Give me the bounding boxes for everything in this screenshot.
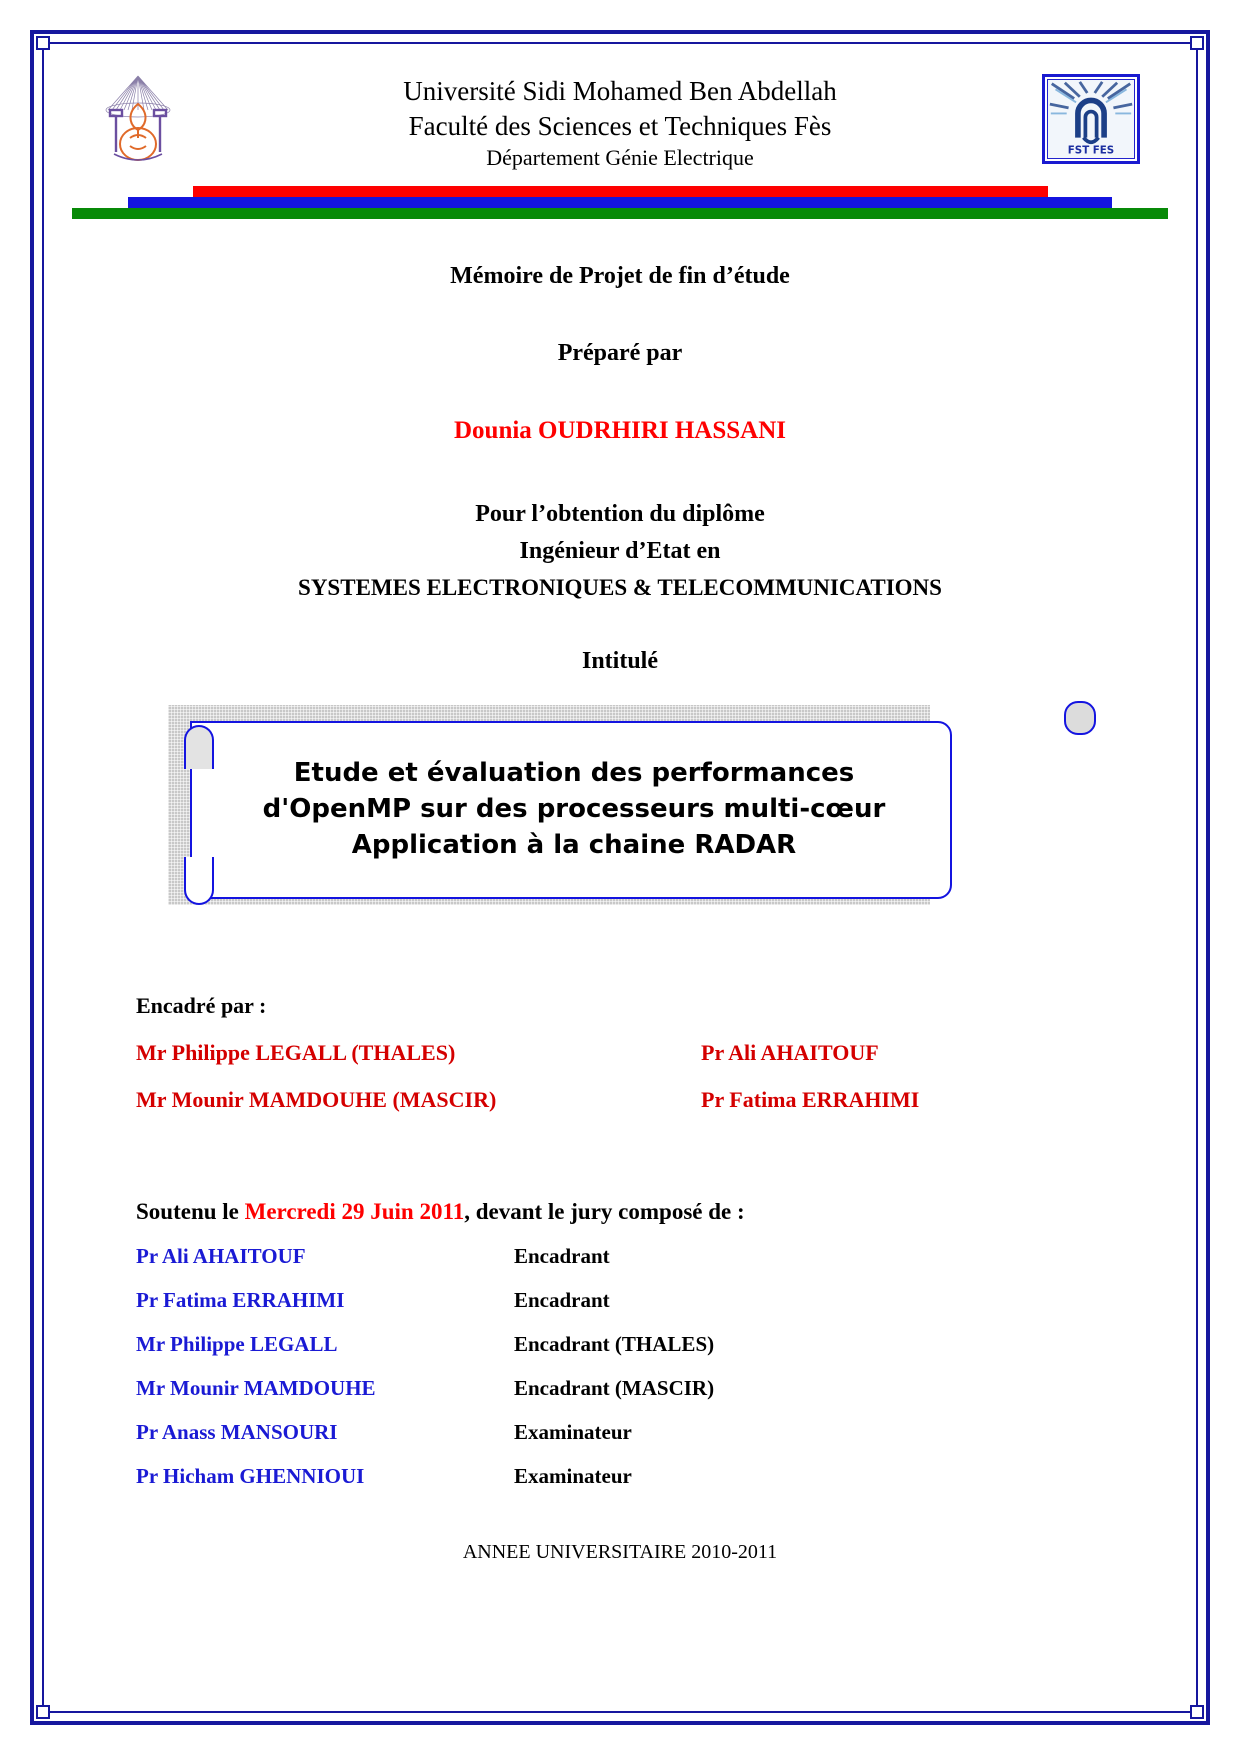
department-line: Département Génie Electrique [486, 145, 754, 171]
jury-member-role: Encadrant (THALES) [514, 1332, 715, 1356]
jury-intro [136, 1199, 1180, 1225]
svg-text:FST FES: FST FES [1067, 144, 1115, 157]
jury-intro-suffix: , devant le jury composé de : [464, 1199, 745, 1224]
jury-member-name: Pr Ali AHAITOUF [136, 1244, 306, 1268]
jury-member-row [136, 1464, 1180, 1489]
jury-member-role: Encadrant [514, 1244, 610, 1268]
jury-intro-prefix: Soutenu le [136, 1199, 245, 1224]
degree-program: SYSTEMES ELECTRONIQUES & TELECOMMUNICATIONS [298, 575, 942, 600]
thesis-title-scroll [60, 697, 1180, 927]
jury-member-role: Encadrant (MASCIR) [514, 1376, 715, 1400]
degree-line-1: Pour l’obtention du diplôme [475, 501, 765, 527]
bar-green [72, 208, 1168, 219]
fst-fes-logo-icon [1042, 74, 1140, 164]
supervisors-label: Encadré par : [136, 993, 267, 1018]
titled-label: Intitulé [581, 648, 658, 674]
corner-mark-top-right [1190, 36, 1204, 50]
jury-member-role: Examinateur [514, 1464, 632, 1488]
supervisor-name: Pr Fatima ERRAHIMI [701, 1087, 920, 1112]
corner-mark-bottom-right [1190, 1705, 1204, 1719]
jury-member-name: Mr Mounir MAMDOUHE [136, 1376, 376, 1400]
bar-red [193, 186, 1048, 197]
jury-section [60, 1199, 1180, 1489]
bar-blue [128, 197, 1112, 208]
jury-member-name: Pr Fatima ERRAHIMI [136, 1288, 345, 1312]
document-type: Mémoire de Projet de fin d’étude [450, 263, 790, 289]
jury-member-role: Encadrant [514, 1288, 610, 1312]
supervisor-name: Pr Ali AHAITOUF [701, 1040, 879, 1065]
defense-date: Mercredi 29 Juin 2011 [244, 1199, 465, 1224]
scroll-curl-bottom-left [184, 857, 214, 905]
jury-member-row [136, 1376, 1180, 1401]
supervisors-section [60, 993, 1180, 1113]
cover-page [60, 52, 1180, 1703]
thesis-title-line-3: Application à la chaine RADAR [351, 829, 797, 860]
university-line-2: Faculté des Sciences et Techniques Fès [408, 111, 832, 142]
supervisor-name: Mr Mounir MAMDOUHE (MASCIR) [136, 1087, 497, 1112]
supervisor-name: Mr Philippe LEGALL (THALES) [136, 1040, 456, 1065]
jury-member-name: Mr Philippe LEGALL [136, 1332, 338, 1356]
jury-member-name: Pr Anass MANSOURI [136, 1420, 338, 1444]
thesis-title-line-2: d'OpenMP sur des processeurs multi-cœur [262, 794, 886, 825]
jury-member-row [136, 1288, 1180, 1313]
supervisor-row [136, 1087, 1180, 1113]
scroll-body [190, 721, 952, 899]
scroll-curl-top-right [1064, 701, 1096, 735]
corner-mark-top-left [36, 36, 50, 50]
prepared-by-label: Préparé par [557, 340, 683, 366]
thesis-title-line-1: Etude et évaluation des performances [293, 758, 855, 789]
scroll-curl-top-left [184, 725, 214, 769]
degree-line-2: Ingénieur d’Etat en [519, 538, 721, 564]
jury-member-role: Examinateur [514, 1420, 632, 1444]
corner-mark-bottom-left [36, 1705, 50, 1719]
supervisor-row [136, 1040, 1180, 1066]
university-name-block [60, 60, 1180, 173]
usmba-university-seal-icon [92, 70, 184, 170]
university-line-1: Université Sidi Mohamed Ben Abdellah [403, 76, 837, 106]
author-name: Dounia OUDRHIRI HASSANI [453, 417, 787, 444]
jury-member-row [136, 1244, 1180, 1269]
jury-member-row [136, 1420, 1180, 1445]
thesis-title-text [223, 756, 920, 864]
academic-year-footer: ANNEE UNIVERSITAIRE 2010-2011 [462, 1541, 778, 1563]
jury-member-name: Pr Hicham GHENNIOUI [136, 1464, 365, 1488]
page-header [60, 60, 1180, 180]
jury-member-row [136, 1332, 1180, 1357]
tricolor-bars [60, 186, 1180, 220]
cover-main-text [60, 263, 1180, 675]
